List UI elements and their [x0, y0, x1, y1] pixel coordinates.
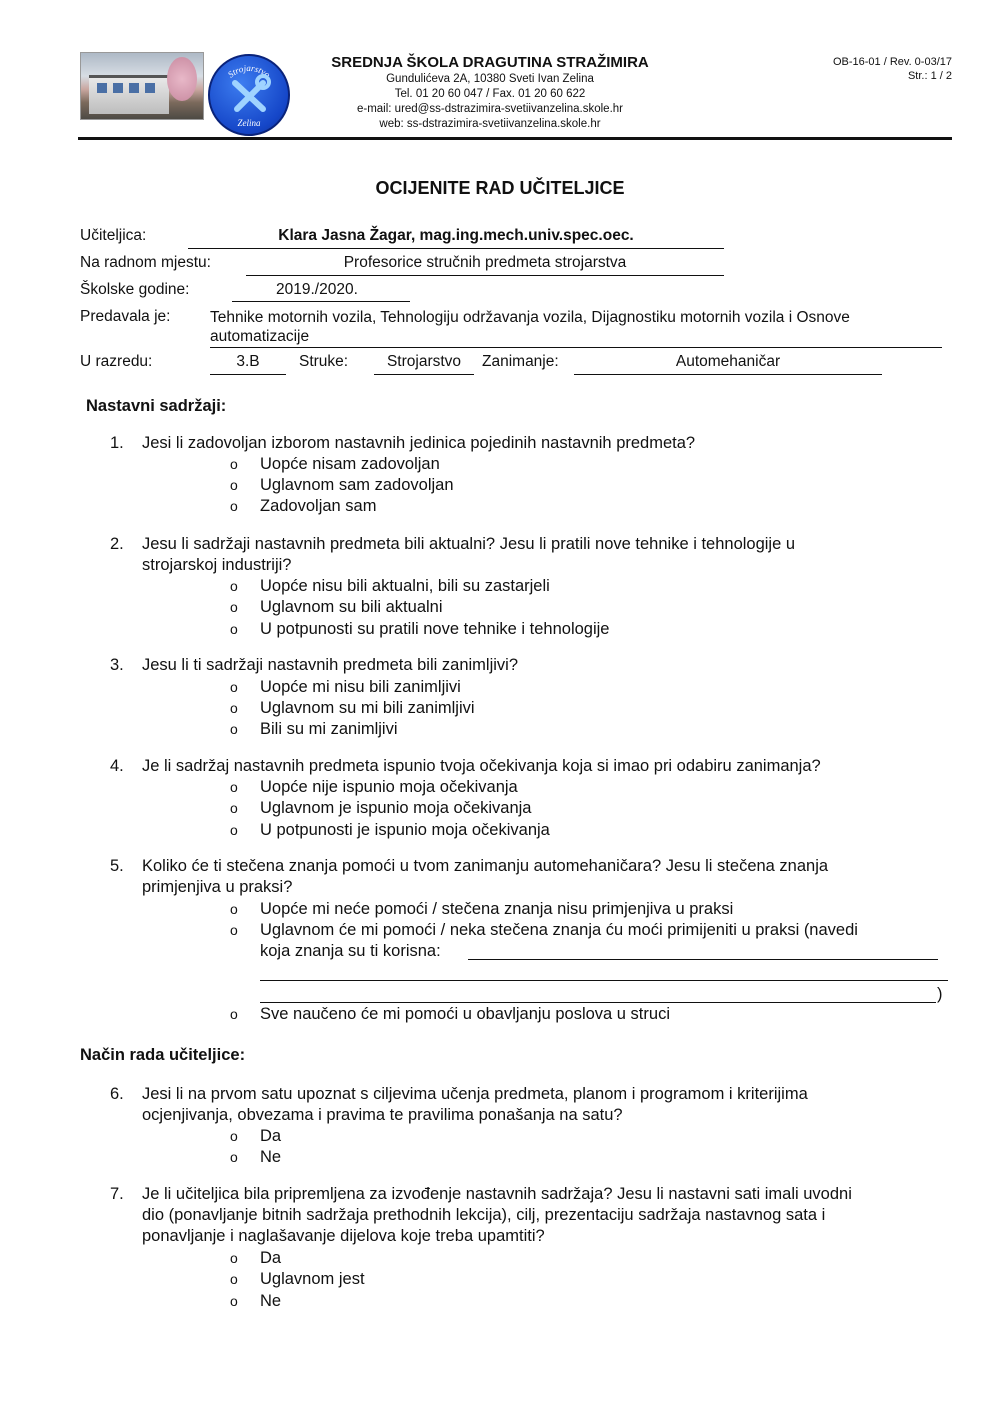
answer-blank[interactable]: [260, 1002, 936, 1003]
section-heading-content: Nastavni sadržaji:: [86, 397, 227, 415]
school-phone: Tel. 01 20 60 047 / Fax. 01 20 60 622: [394, 88, 586, 100]
year-label: Školske godine:: [80, 281, 190, 298]
question-text: dio (ponavljanje bitnih sadržaja prethodnih lekcija), cilj, prezentaciju sadržaja nastavnog sata i: [142, 1206, 826, 1224]
question-text: Jesu li ti sadržaji nastavnih predmeta bili zanimljivi?: [142, 656, 518, 674]
occupation-value: Automehaničar: [574, 353, 882, 375]
question-text: strojarskoj industriji?: [142, 556, 292, 574]
bullet-marker: o: [230, 800, 238, 816]
bullet-marker: o: [230, 1250, 238, 1266]
question-text: Koliko će ti stečena znanja pomoći u tvom zanimanju automehaničara? Jesu li stečena znanja: [142, 857, 829, 875]
bullet-marker: o: [230, 498, 238, 514]
bullet-marker: o: [230, 679, 238, 695]
option-label: Uglavnom je ispunio moja očekivanja: [260, 799, 532, 817]
document-reference: [833, 55, 952, 83]
bullet-marker: o: [230, 922, 238, 938]
question-text: Jesu li sadržaji nastavnih predmeta bili aktualni? Jesu li pratili nove tehnike i tehnologije u: [142, 535, 796, 553]
bullet-marker: o: [230, 700, 238, 716]
option-label: Uglavnom su bili aktualni: [260, 598, 443, 616]
option-label: Uopće nisam zadovoljan: [260, 455, 440, 473]
taught-label: Predavala je:: [80, 308, 171, 325]
option-label: Uopće mi neće pomoći / stečena znanja nisu primjenjiva u praksi: [260, 900, 734, 918]
option-label: Da: [260, 1127, 282, 1145]
teacher-label: Učiteljica:: [80, 227, 147, 244]
school-web: web: ss-dstrazimira-svetiivanzelina.skole.hr: [379, 118, 601, 130]
closing-parenthesis: ): [937, 985, 943, 1003]
page-number: Str.: 1 / 2: [907, 70, 952, 82]
bullet-marker: o: [230, 578, 238, 594]
question-text: Je li učiteljica bila pripremljena za izvođenje nastavnih sadržaja? Jesu li nastavni sati imali uvodni: [142, 1185, 852, 1203]
school-email: e-mail: ured@ss-dstrazimira-svetiivanzelina.skole.hr: [356, 103, 624, 115]
bullet-marker: o: [230, 456, 238, 472]
option-label: Uopće nije ispunio moja očekivanja: [260, 778, 518, 796]
question-text: ponavljanje i naglašavanje dijelova koje treba upamtiti?: [142, 1227, 545, 1245]
bullet-marker: o: [230, 1271, 238, 1287]
question-number: 2.: [110, 535, 124, 553]
logo-text-top: Strojarstvo: [225, 62, 273, 80]
teacher-value: Klara Jasna Žagar, mag.ing.mech.univ.spec.oec.: [188, 227, 724, 249]
taught-value: Tehnike motornih vozila, Tehnologiju održavanja vozila, Dijagnostiku motornih vozila i Osnove automatizacije: [210, 308, 942, 348]
option-label: Uopće mi nisu bili zanimljivi: [260, 678, 461, 696]
option-label: koja znanja su ti korisna:: [260, 942, 441, 960]
branch-value: Strojarstvo: [374, 353, 474, 375]
bullet-marker: o: [230, 1128, 238, 1144]
class-label: U razredu:: [80, 353, 153, 370]
option-label: Ne: [260, 1148, 282, 1166]
option-label: Uglavnom su mi bili zanimljivi: [260, 699, 475, 717]
option-label: Sve naučeno će mi pomoći u obavljanju poslova u struci: [260, 1005, 670, 1023]
option-label: Bili su mi zanimljivi: [260, 720, 398, 738]
question-text: ocjenjivanja, obvezama i pravima te pravilima ponašanja na satu?: [142, 1106, 623, 1124]
question-number: 3.: [110, 656, 124, 674]
question-5: [0, 856, 1000, 898]
branch-label: Struke:: [299, 353, 349, 370]
option-label: U potpunosti su pratili nove tehnike i tehnologije: [260, 620, 610, 638]
class-value: 3.B: [210, 353, 286, 375]
bullet-marker: o: [230, 1006, 238, 1022]
question-number: 1.: [110, 434, 124, 452]
bullet-marker: o: [230, 621, 238, 637]
question-2: [0, 534, 1000, 576]
option-label: Ne: [260, 1292, 282, 1310]
bullet-marker: o: [230, 599, 238, 615]
question-number: 4.: [110, 757, 124, 775]
doc-ref: OB-16-01 / Rev. 0-03/17: [832, 56, 952, 68]
option-label: Zadovoljan sam: [260, 497, 377, 515]
option-label: Uglavnom jest: [260, 1270, 365, 1288]
school-logo: [208, 54, 290, 136]
school-contact: [300, 72, 680, 132]
question-7: [0, 1184, 1000, 1248]
question-text: Jesi li zadovoljan izborom nastavnih jedinica pojedinih nastavnih predmeta?: [142, 434, 696, 452]
question-number: 6.: [110, 1085, 124, 1103]
option-label: U potpunosti je ispunio moja očekivanja: [260, 821, 550, 839]
school-address: Gundulićeva 2A, 10380 Sveti Ivan Zelina: [386, 73, 594, 85]
question-text: primjenjiva u praksi?: [142, 878, 293, 896]
school-name: SREDNJA ŠKOLA DRAGUTINA STRAŽIMIRA: [331, 54, 649, 71]
question-number: 7.: [110, 1185, 124, 1203]
bullet-marker: o: [230, 1293, 238, 1309]
logo-text-bottom: Zelina: [237, 118, 261, 128]
position-value: Profesorice stručnih predmeta strojarstva: [246, 254, 724, 276]
school-photo: [80, 52, 204, 120]
page-title: OCIJENITE RAD UČITELJICE: [375, 178, 625, 198]
question-6: [0, 1084, 1000, 1126]
answer-blank[interactable]: [468, 959, 938, 960]
option-label: Uopće nisu bili aktualni, bili su zastarjeli: [260, 577, 550, 595]
year-value: 2019./2020.: [232, 281, 410, 302]
bullet-marker: o: [230, 822, 238, 838]
option-label: Uglavnom sam zadovoljan: [260, 476, 454, 494]
option-label: Da: [260, 1249, 282, 1267]
bullet-marker: o: [230, 779, 238, 795]
position-label: Na radnom mjestu:: [80, 254, 211, 271]
option-label: Uglavnom će mi pomoći / neka stečena znanja ću moći primijeniti u praksi (navedi: [260, 921, 858, 939]
occupation-label: Zanimanje:: [482, 353, 559, 370]
answer-blank[interactable]: [260, 980, 948, 981]
bullet-marker: o: [230, 901, 238, 917]
bullet-marker: o: [230, 477, 238, 493]
bullet-marker: o: [230, 721, 238, 737]
bullet-marker: o: [230, 1149, 238, 1165]
question-text: Jesi li na prvom satu upoznat s ciljevima učenja predmeta, planom i programom i kriterijima: [142, 1085, 808, 1103]
section-heading-method: Način rada učiteljice:: [80, 1046, 246, 1064]
header-divider: [78, 137, 952, 140]
wrench-screwdriver-icon: [210, 56, 288, 134]
question-number: 5.: [110, 857, 124, 875]
question-text: Je li sadržaj nastavnih predmeta ispunio tvoja očekivanja koja si imao pri odabiru zanimanja?: [142, 757, 821, 775]
